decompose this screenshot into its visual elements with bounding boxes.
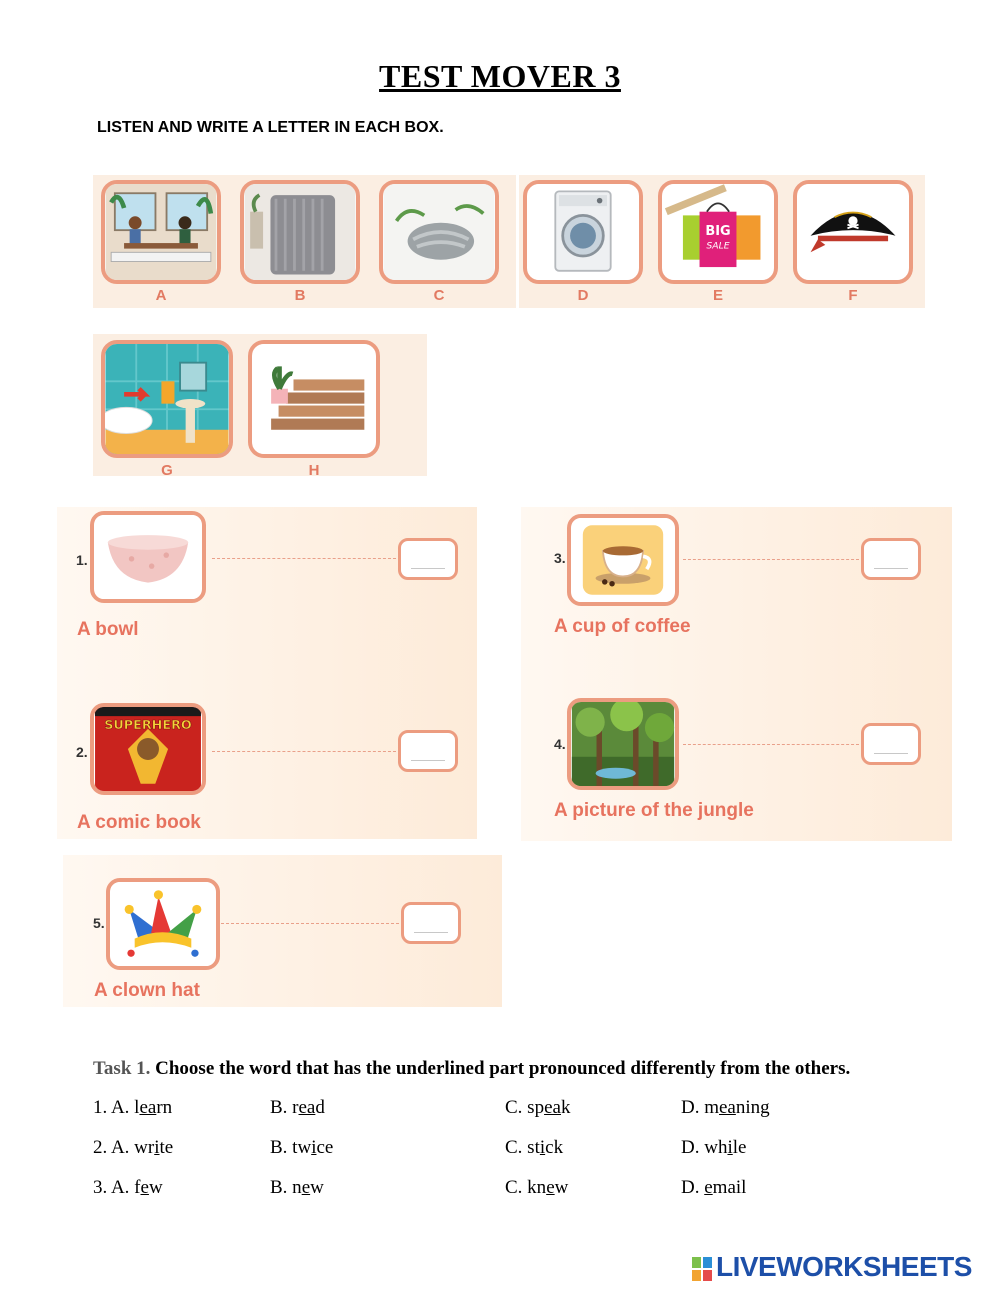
- people-at-table-icon: [105, 184, 217, 280]
- underlined-part: ea: [544, 1097, 561, 1118]
- picture-letter-h: H: [308, 462, 320, 476]
- option-text: B. tw: [270, 1137, 312, 1158]
- picture-d: [523, 180, 643, 284]
- picture-letter-f: F: [848, 287, 858, 304]
- option-text: D.: [681, 1177, 705, 1198]
- question-number-4: 4.: [554, 736, 566, 752]
- bowl-icon: [94, 515, 202, 599]
- picture-f: [793, 180, 913, 284]
- question-picture-2: [90, 703, 206, 795]
- answer-box-1[interactable]: [398, 538, 458, 580]
- option-text: C. kn: [505, 1177, 547, 1198]
- underlined-part: e: [140, 1177, 149, 1198]
- option-text: w: [554, 1177, 569, 1198]
- question-label-1: A bowl: [77, 619, 139, 640]
- question-panel-bottom: [63, 855, 502, 1007]
- underlined-part: ea: [719, 1097, 736, 1118]
- task-option: [681, 1177, 746, 1199]
- picture-g: [101, 340, 233, 458]
- answer-box-3[interactable]: [861, 538, 921, 580]
- picture-e: [658, 180, 778, 284]
- underlined-part: e: [704, 1177, 713, 1198]
- picture-letter-b: B: [294, 287, 306, 304]
- question-picture-3: [567, 514, 679, 606]
- picture-strip-abc: [93, 175, 516, 308]
- picture-letter-g: G: [161, 462, 173, 476]
- task-option: [505, 1177, 568, 1199]
- task-lead: Task 1.: [93, 1058, 151, 1079]
- bathroom-icon: [105, 344, 229, 454]
- question-panel-right: [521, 507, 952, 841]
- option-text: ning: [735, 1097, 770, 1118]
- answer-box-4[interactable]: [861, 723, 921, 765]
- task-option: [270, 1137, 333, 1159]
- task-option: [270, 1177, 324, 1199]
- picture-letter-c: C: [433, 287, 445, 304]
- task-instruction: [93, 1058, 850, 1080]
- option-text: C. sp: [505, 1097, 545, 1118]
- listening-instruction: LISTEN AND WRITE A LETTER IN EACH BOX.: [97, 119, 444, 136]
- picture-a: [101, 180, 221, 284]
- question-number-1: 1.: [76, 552, 88, 568]
- stairs-icon: [252, 344, 376, 454]
- task-option: [93, 1177, 163, 1199]
- answer-line-4: [683, 744, 859, 745]
- picture-letter-a: A: [155, 287, 167, 304]
- option-text: D. m: [681, 1097, 719, 1118]
- jungle-icon: [571, 702, 675, 786]
- option-text: d: [315, 1097, 325, 1118]
- task-option: [505, 1097, 570, 1119]
- option-text: ce: [316, 1137, 334, 1158]
- task-option: [681, 1137, 746, 1159]
- logo-blocks-icon: [692, 1257, 712, 1281]
- liveworksheets-logo: [692, 1251, 972, 1283]
- underlined-part: ea: [139, 1097, 157, 1118]
- underlined-part: e: [546, 1177, 555, 1198]
- pirate-hat-icon: [797, 184, 909, 280]
- underlined-part: i: [727, 1137, 733, 1158]
- task-option: [681, 1097, 770, 1119]
- answer-box-5[interactable]: [401, 902, 461, 944]
- option-text: rn: [156, 1097, 173, 1118]
- clown-hat-icon: [110, 882, 216, 966]
- underlined-part: e: [301, 1177, 311, 1198]
- option-text: k: [560, 1097, 571, 1118]
- blanket-on-sofa-icon: [244, 184, 356, 280]
- question-number-5: 5.: [93, 915, 105, 931]
- picture-letter-e: E: [712, 287, 723, 304]
- logo-text: LIVEWORKSHEETS: [716, 1251, 972, 1282]
- question-label-3: A cup of coffee: [554, 616, 691, 637]
- option-text: le: [732, 1137, 747, 1158]
- answer-line-3: [683, 559, 859, 560]
- page-title: TEST MOVER 3: [379, 58, 621, 94]
- task-option: [93, 1137, 173, 1159]
- task-option: [93, 1097, 172, 1119]
- comic-book-icon: [94, 707, 202, 791]
- picture-b: [240, 180, 360, 284]
- picture-letter-d: D: [577, 287, 589, 304]
- underlined-part: ea: [298, 1097, 316, 1118]
- question-label-2: A comic book: [77, 812, 201, 833]
- option-text: w: [310, 1177, 324, 1198]
- task-option: [270, 1097, 325, 1119]
- option-text: C. st: [505, 1137, 540, 1158]
- task-text: Choose the word that has the underlined part pronounced differently from the others.: [155, 1058, 851, 1079]
- comic-cover-title: SUPERHERO: [104, 717, 192, 733]
- option-text: 2. A. wr: [93, 1137, 155, 1158]
- picture-strip-gh: [93, 334, 427, 476]
- picture-strip-def: [519, 175, 925, 308]
- washing-machine-icon: [527, 184, 639, 280]
- answer-box-2[interactable]: [398, 730, 458, 772]
- picture-c: [379, 180, 499, 284]
- question-label-5: A clown hat: [94, 980, 200, 1001]
- option-text: te: [159, 1137, 174, 1158]
- option-text: ck: [545, 1137, 564, 1158]
- option-text: B. r: [270, 1097, 299, 1118]
- question-picture-1: [90, 511, 206, 603]
- question-number-2: 2.: [76, 744, 88, 760]
- underlined-part: i: [311, 1137, 317, 1158]
- picture-h: [248, 340, 380, 458]
- option-text: 1. A. l: [93, 1097, 140, 1118]
- shopping-bags-icon: [662, 184, 774, 280]
- question-number-3: 3.: [554, 550, 566, 566]
- grey-cloth-icon: [383, 184, 495, 280]
- question-panel-left: [57, 507, 477, 839]
- underlined-part: i: [154, 1137, 160, 1158]
- option-text: D. wh: [681, 1137, 728, 1158]
- big-sale-text-line1: BIG: [705, 223, 731, 239]
- question-label-4: A picture of the jungle: [554, 800, 754, 821]
- big-sale-text-line2: SALE: [706, 240, 730, 252]
- option-text: B. n: [270, 1177, 302, 1198]
- answer-line-2: [212, 751, 396, 752]
- answer-line-5: [221, 923, 399, 924]
- coffee-cup-icon: [571, 518, 675, 602]
- question-picture-5: [106, 878, 220, 970]
- task-option: [505, 1137, 563, 1159]
- option-text: 3. A. f: [93, 1177, 141, 1198]
- underlined-part: i: [539, 1137, 546, 1158]
- answer-line-1: [212, 558, 396, 559]
- option-text: mail: [712, 1177, 747, 1198]
- question-picture-4: [567, 698, 679, 790]
- option-text: w: [148, 1177, 163, 1198]
